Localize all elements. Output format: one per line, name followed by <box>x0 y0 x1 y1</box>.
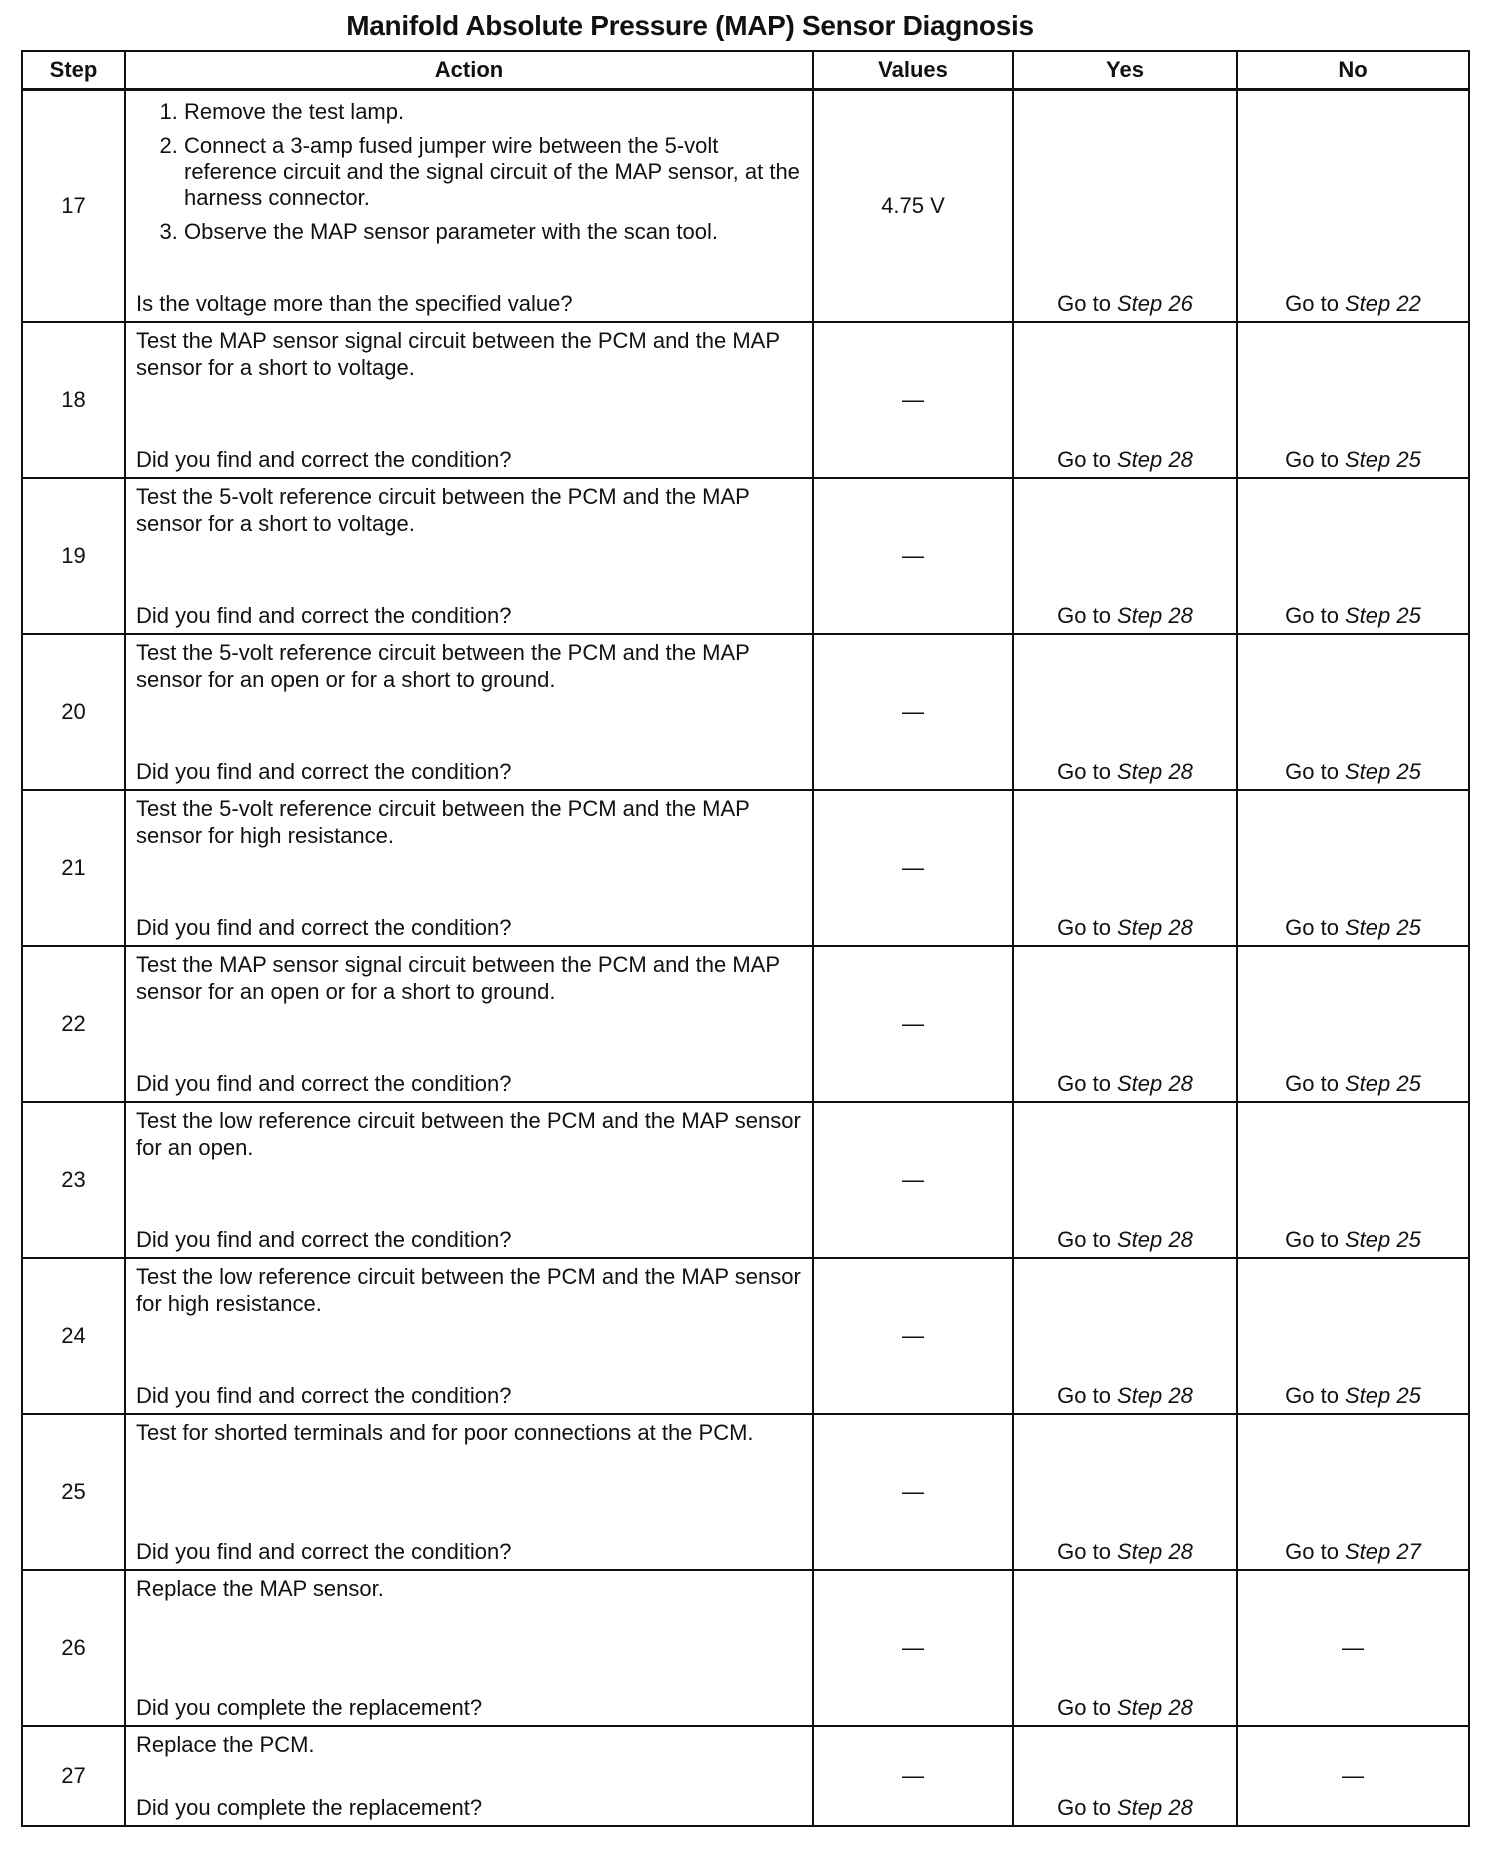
step-number: 26 <box>22 1570 125 1726</box>
action-content <box>126 91 812 321</box>
action-cell <box>125 1570 813 1726</box>
yes-cell <box>1013 1414 1237 1570</box>
no-cell <box>1237 1570 1469 1726</box>
action-question: Did you find and correct the condition? <box>136 447 512 472</box>
table-row <box>22 478 1469 634</box>
no-value: — <box>1342 1763 1364 1788</box>
yes-cell <box>1013 1726 1237 1826</box>
goto-prefix: Go to <box>1057 1695 1111 1720</box>
goto-step-link: Step 27 <box>1344 1539 1421 1564</box>
value-cell: — <box>813 1414 1013 1570</box>
goto-step-link: Step 25 <box>1344 1071 1421 1096</box>
no-cell <box>1237 90 1469 323</box>
goto-no[interactable] <box>1238 479 1468 633</box>
action-content <box>126 479 812 633</box>
action-text: Test for shorted terminals and for poor connections at the PCM. <box>136 1420 754 1445</box>
action-text: Test the low reference circuit between the PCM and the MAP sensor for an open. <box>136 1108 801 1160</box>
step-number: 19 <box>22 478 125 634</box>
action-content <box>126 1571 812 1725</box>
goto-yes[interactable] <box>1014 635 1236 789</box>
table-row <box>22 1414 1469 1570</box>
goto-step-link: Step 25 <box>1344 447 1421 472</box>
goto-step-link: Step 28 <box>1116 1795 1193 1820</box>
goto-step-link: Step 26 <box>1116 291 1193 316</box>
action-instructions <box>136 1263 804 1317</box>
goto-prefix: Go to <box>1285 1383 1339 1408</box>
goto-step-link: Step 25 <box>1344 915 1421 940</box>
header-step: Step <box>22 51 125 90</box>
goto-prefix: Go to <box>1285 447 1339 472</box>
action-question: Did you find and correct the condition? <box>136 1383 512 1408</box>
goto-yes[interactable] <box>1014 791 1236 945</box>
action-content <box>126 1415 812 1569</box>
yes-cell <box>1013 790 1237 946</box>
goto-no[interactable] <box>1238 91 1468 321</box>
goto-yes[interactable] <box>1014 323 1236 477</box>
goto-yes[interactable] <box>1014 1259 1236 1413</box>
action-cell <box>125 322 813 478</box>
goto-yes[interactable] <box>1014 1103 1236 1257</box>
goto-prefix: Go to <box>1057 603 1111 628</box>
no-cell <box>1237 1726 1469 1826</box>
goto-no[interactable] <box>1238 1415 1468 1569</box>
instruction-item: 2. Connect a 3-amp fused jumper wire between the 5-volt reference circuit and the signal circuit of the MAP sensor, at the harness connector. <box>184 133 804 211</box>
action-question: Did you find and correct the condition? <box>136 603 512 628</box>
instruction-item: 3. Observe the MAP sensor parameter with the scan tool. <box>184 219 804 245</box>
action-cell <box>125 478 813 634</box>
action-content <box>126 947 812 1101</box>
header-yes: Yes <box>1013 51 1237 90</box>
action-instructions <box>136 795 804 849</box>
yes-cell <box>1013 946 1237 1102</box>
goto-prefix: Go to <box>1057 1071 1111 1096</box>
table-row <box>22 790 1469 946</box>
action-cell <box>125 790 813 946</box>
no-cell <box>1237 1414 1469 1570</box>
table-row <box>22 946 1469 1102</box>
goto-yes[interactable] <box>1014 1415 1236 1569</box>
step-number: 22 <box>22 946 125 1102</box>
goto-no[interactable] <box>1238 635 1468 789</box>
action-text: Replace the PCM. <box>136 1732 315 1757</box>
no-value: — <box>1342 1635 1364 1660</box>
table-row <box>22 1102 1469 1258</box>
yes-cell <box>1013 478 1237 634</box>
table-row <box>22 90 1469 323</box>
action-instructions <box>136 951 804 1005</box>
action-question: Did you find and correct the condition? <box>136 759 512 784</box>
action-text: Test the 5-volt reference circuit between the PCM and the MAP sensor for high resistance. <box>136 796 750 848</box>
goto-prefix: Go to <box>1057 1795 1111 1820</box>
goto-prefix: Go to <box>1057 1539 1111 1564</box>
goto-step-link: Step 25 <box>1344 603 1421 628</box>
action-instructions <box>136 1419 804 1446</box>
action-cell <box>125 634 813 790</box>
header-action: Action <box>125 51 813 90</box>
table-row <box>22 1726 1469 1826</box>
no-cell <box>1237 634 1469 790</box>
header-values: Values <box>813 51 1013 90</box>
goto-prefix: Go to <box>1057 447 1111 472</box>
action-content <box>126 1103 812 1257</box>
action-question: Did you complete the replacement? <box>136 1795 483 1820</box>
goto-yes[interactable] <box>1014 479 1236 633</box>
no-cell <box>1237 1258 1469 1414</box>
goto-no[interactable] <box>1238 1259 1468 1413</box>
goto-step-link: Step 25 <box>1344 1227 1421 1252</box>
step-number: 25 <box>22 1414 125 1570</box>
goto-step-link: Step 28 <box>1116 915 1193 940</box>
no-cell <box>1237 478 1469 634</box>
action-instructions <box>136 1107 804 1161</box>
action-text: Test the 5-volt reference circuit between the PCM and the MAP sensor for a short to voltage. <box>136 484 750 536</box>
goto-yes[interactable] <box>1014 1727 1236 1825</box>
goto-prefix: Go to <box>1057 915 1111 940</box>
goto-prefix: Go to <box>1285 291 1339 316</box>
header-row <box>22 51 1469 90</box>
goto-prefix: Go to <box>1285 759 1339 784</box>
action-instructions <box>136 483 804 537</box>
goto-step-link: Step 28 <box>1116 1695 1193 1720</box>
action-content <box>126 791 812 945</box>
action-question: Did you find and correct the condition? <box>136 915 512 940</box>
action-cell <box>125 1258 813 1414</box>
action-content <box>126 1727 812 1825</box>
goto-step-link: Step 28 <box>1116 603 1193 628</box>
action-content <box>126 635 812 789</box>
goto-step-link: Step 28 <box>1116 1071 1193 1096</box>
value-cell: — <box>813 1102 1013 1258</box>
yes-cell <box>1013 634 1237 790</box>
action-instructions <box>136 95 804 253</box>
goto-no[interactable] <box>1238 323 1468 477</box>
step-number: 21 <box>22 790 125 946</box>
action-text: Test the low reference circuit between the PCM and the MAP sensor for high resistance. <box>136 1264 801 1316</box>
yes-cell <box>1013 1570 1237 1726</box>
no-cell <box>1237 946 1469 1102</box>
value-cell: — <box>813 946 1013 1102</box>
step-number: 23 <box>22 1102 125 1258</box>
goto-step-link: Step 25 <box>1344 1383 1421 1408</box>
step-number: 18 <box>22 322 125 478</box>
value-cell: — <box>813 1570 1013 1726</box>
yes-cell <box>1013 1102 1237 1258</box>
action-question: Did you find and correct the condition? <box>136 1227 512 1252</box>
action-cell <box>125 90 813 323</box>
action-text: Test the MAP sensor signal circuit between the PCM and the MAP sensor for an open or for a short to ground. <box>136 952 780 1004</box>
instruction-item: 1. Remove the test lamp. <box>184 99 804 125</box>
goto-step-link: Step 28 <box>1116 447 1193 472</box>
action-content <box>126 1259 812 1413</box>
table-row <box>22 1258 1469 1414</box>
no-cell <box>1237 322 1469 478</box>
action-question: Did you complete the replacement? <box>136 1695 483 1720</box>
value-cell: — <box>813 1726 1013 1826</box>
goto-step-link: Step 25 <box>1344 759 1421 784</box>
value-cell: — <box>813 1258 1013 1414</box>
goto-no[interactable] <box>1238 947 1468 1101</box>
yes-cell <box>1013 1258 1237 1414</box>
action-content <box>126 323 812 477</box>
value-cell: — <box>813 478 1013 634</box>
table-row <box>22 634 1469 790</box>
no-cell <box>1237 790 1469 946</box>
action-text: Test the 5-volt reference circuit between the PCM and the MAP sensor for an open or for a short to ground. <box>136 640 750 692</box>
goto-prefix: Go to <box>1057 291 1111 316</box>
goto-no[interactable] <box>1238 1103 1468 1257</box>
goto-prefix: Go to <box>1057 1383 1111 1408</box>
goto-prefix: Go to <box>1285 1227 1339 1252</box>
action-question: Is the voltage more than the specified value? <box>136 291 573 316</box>
action-instructions <box>136 327 804 381</box>
action-cell <box>125 1726 813 1826</box>
step-number: 27 <box>22 1726 125 1826</box>
goto-step-link: Step 22 <box>1344 291 1421 316</box>
value-cell: 4.75 V <box>813 90 1013 323</box>
goto-step-link: Step 28 <box>1116 1227 1193 1252</box>
table-row <box>22 322 1469 478</box>
action-instructions <box>136 1731 804 1758</box>
action-text: Replace the MAP sensor. <box>136 1576 384 1601</box>
table-row <box>22 1570 1469 1726</box>
step-number: 20 <box>22 634 125 790</box>
instruction-list <box>136 99 804 245</box>
action-text: Test the MAP sensor signal circuit between the PCM and the MAP sensor for a short to voltage. <box>136 328 780 380</box>
goto-prefix: Go to <box>1285 1539 1339 1564</box>
goto-yes[interactable] <box>1014 1571 1236 1725</box>
step-number: 24 <box>22 1258 125 1414</box>
no-cell <box>1237 1102 1469 1258</box>
goto-prefix: Go to <box>1285 915 1339 940</box>
yes-cell <box>1013 322 1237 478</box>
goto-prefix: Go to <box>1057 759 1111 784</box>
action-cell <box>125 1102 813 1258</box>
header-no: No <box>1237 51 1469 90</box>
action-question: Did you find and correct the condition? <box>136 1539 512 1564</box>
goto-prefix: Go to <box>1285 1071 1339 1096</box>
step-number: 17 <box>22 90 125 323</box>
goto-step-link: Step 28 <box>1116 1383 1193 1408</box>
page-title: Manifold Absolute Pressure (MAP) Sensor Diagnosis <box>346 10 1034 41</box>
action-question: Did you find and correct the condition? <box>136 1071 512 1096</box>
goto-prefix: Go to <box>1285 603 1339 628</box>
goto-step-link: Step 28 <box>1116 1539 1193 1564</box>
action-cell <box>125 1414 813 1570</box>
value-cell: — <box>813 634 1013 790</box>
goto-yes[interactable] <box>1014 947 1236 1101</box>
yes-cell <box>1013 90 1237 323</box>
action-cell <box>125 946 813 1102</box>
diagnosis-table <box>21 50 1470 1827</box>
value-cell: — <box>813 322 1013 478</box>
action-instructions <box>136 1575 804 1602</box>
goto-prefix: Go to <box>1057 1227 1111 1252</box>
value-cell: — <box>813 790 1013 946</box>
goto-yes[interactable] <box>1014 91 1236 321</box>
goto-no[interactable] <box>1238 791 1468 945</box>
action-instructions <box>136 639 804 693</box>
goto-step-link: Step 28 <box>1116 759 1193 784</box>
